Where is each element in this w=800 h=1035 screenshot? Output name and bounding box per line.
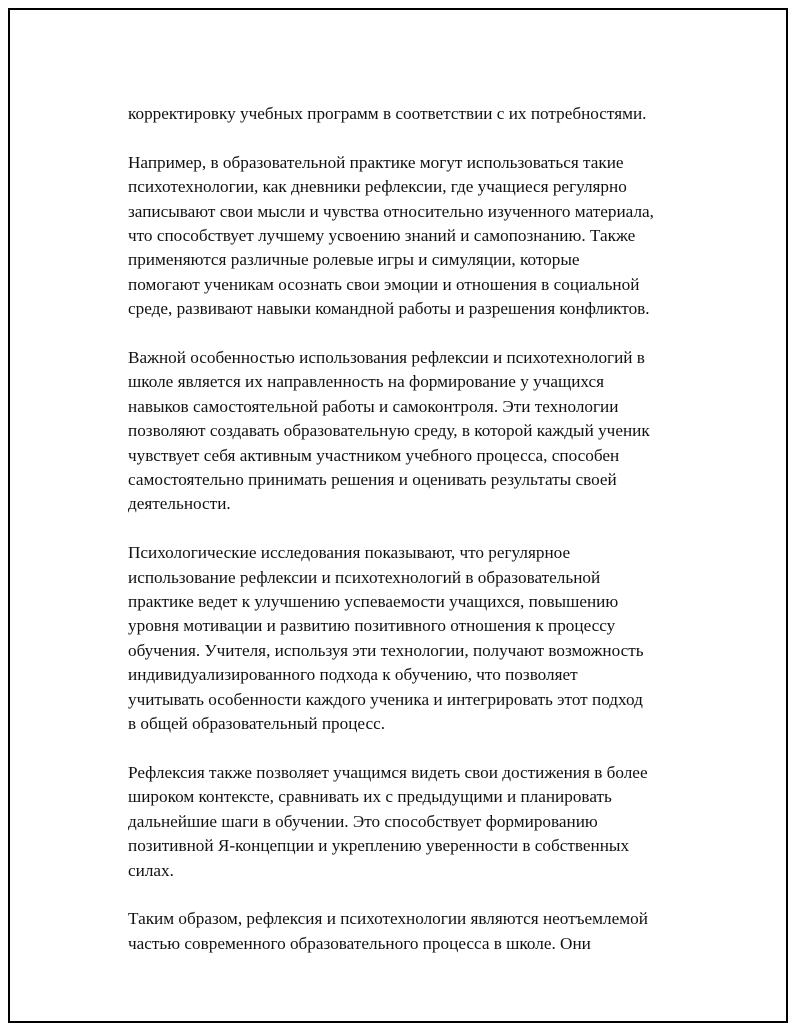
- text-line: записывают свои мысли и чувства относительно изученного материала,: [128, 201, 654, 221]
- text-line: применяются различные ролевые игры и симуляции, которые: [128, 250, 580, 270]
- text-line: индивидуализированного подхода к обучению, что позволяет: [128, 665, 578, 685]
- text-line: позволяют создавать образовательную среду, в которой каждый ученик: [128, 421, 650, 441]
- text-line: чувствует себя активным участником учебного процесса, способен: [128, 445, 620, 465]
- text-line: Важной особенностью использования рефлексии и психотехнологий в: [128, 348, 645, 368]
- text-line: деятельности.: [128, 494, 231, 514]
- text-line: Таким образом, рефлексия и психотехнологии являются неотъемлемой: [128, 909, 648, 929]
- text-line: навыков самостоятельной работы и самоконтроля. Эти технологии: [128, 396, 619, 416]
- text-line: психотехнологии, как дневники рефлексии, где учащиеся регулярно: [128, 177, 627, 197]
- text-line: использование рефлексии и психотехнологий в образовательной: [128, 567, 601, 587]
- text-line: школе является их направленность на формирование у учащихся: [128, 372, 605, 392]
- text-line: самостоятельно принимать решения и оценивать результаты своей: [128, 470, 617, 490]
- text-line: учитывать особенности каждого ученика и интегрировать этот подход: [128, 689, 643, 709]
- paragraph: [128, 346, 698, 517]
- text-line: обучения. Учителя, используя эти технологии, получают возможность: [128, 640, 644, 660]
- text-line: силах.: [128, 860, 174, 880]
- text-line: корректировку учебных программ в соответствии с их потребностями.: [128, 104, 647, 123]
- text-line: широком контексте, сравнивать их с предыдущими и планировать: [128, 787, 612, 807]
- paragraph: [128, 102, 698, 126]
- paragraph: [128, 907, 698, 956]
- text-line: в общей образовательный процесс.: [128, 714, 386, 734]
- paragraph: [128, 761, 698, 883]
- page-frame: [8, 8, 788, 1023]
- text-line: дальнейшие шаги в обучении. Это способствует формированию: [128, 811, 598, 831]
- document-body: [128, 102, 698, 981]
- text-line: что способствует лучшему усвоению знаний и самопознанию. Также: [128, 226, 636, 246]
- text-line: Рефлексия также позволяет учащимся видеть свои достижения в более: [128, 762, 648, 782]
- text-line: уровня мотивации и развитию позитивного отношения к процессу: [128, 616, 616, 636]
- text-line: Например, в образовательной практике могут использоваться такие: [128, 152, 624, 172]
- text-line: практике ведет к улучшению успеваемости учащихся, повышению: [128, 592, 619, 612]
- text-line: частью современного образовательного процесса в школе. Они: [128, 933, 591, 953]
- text-line: среде, развивают навыки командной работы и разрешения конфликтов.: [128, 299, 650, 319]
- paragraph: [128, 541, 698, 736]
- text-line: позитивной Я-концепции и укреплению уверенности в собственных: [128, 836, 630, 856]
- text-line: помогают ученикам осознать свои эмоции и отношения в социальной: [128, 274, 640, 294]
- paragraph: [128, 151, 698, 322]
- text-line: Психологические исследования показывают, что регулярное: [128, 543, 571, 563]
